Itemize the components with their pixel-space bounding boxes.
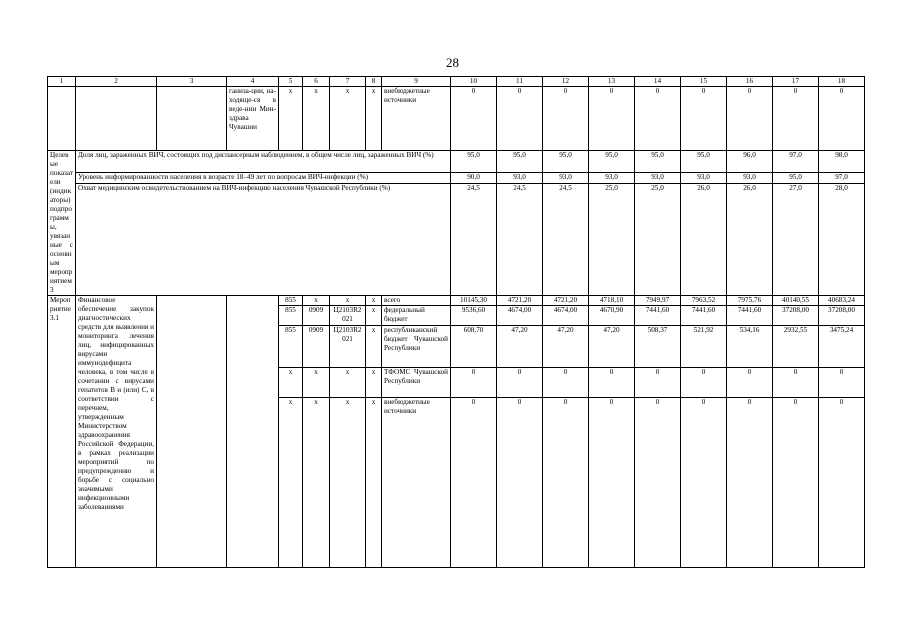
value-cell: 93,0 [497, 173, 543, 183]
value-cell: 0 [681, 87, 727, 151]
funding-source: внебюджетные источники [382, 87, 451, 151]
code-cell: x [279, 368, 303, 398]
value-cell: 93,0 [589, 173, 635, 183]
code-cell: 855 [279, 306, 303, 326]
value-cell: 37208,00 [773, 306, 819, 326]
page-number: 28 [446, 55, 459, 70]
code-cell: x [330, 296, 366, 306]
value-cell: 0 [543, 87, 589, 151]
indicator-text: Охват медицинским освидетельствованием на ВИЧ-инфекцию населения Чувашской Республики (%) [76, 183, 451, 295]
value-cell: 96,0 [727, 151, 773, 173]
value-cell: 7441,60 [635, 306, 681, 326]
value-cell: 0 [819, 398, 865, 568]
targets-label: Целевые показатели (индикаторы) подпрограммы, увязанные с основным мероприятием 3 [48, 151, 76, 296]
value-cell: 25,0 [635, 183, 681, 295]
value-cell: 47,20 [589, 326, 635, 368]
code-cell: x [279, 398, 303, 568]
funding-source: федеральный бюджет [382, 306, 451, 326]
value-cell: 95,0 [773, 173, 819, 183]
value-cell: 47,20 [543, 326, 589, 368]
measure-label: Мероприятие 3.1 [48, 296, 76, 568]
value-cell: 93,0 [727, 173, 773, 183]
value-cell: 7441,60 [681, 306, 727, 326]
empty-cell [227, 296, 279, 568]
empty-cell [157, 296, 227, 568]
funding-source: республиканский бюджет Чувашской Республики [382, 326, 451, 368]
value-cell: 0 [497, 398, 543, 568]
value-cell: 0 [451, 87, 497, 151]
column-number: 5 [279, 77, 303, 87]
program-table [47, 76, 865, 568]
value-cell: 10145,30 [451, 296, 497, 306]
measure-row [48, 296, 865, 306]
value-cell: 27,0 [773, 183, 819, 295]
value-cell: 0 [819, 87, 865, 151]
code-cell: Ц2103R2 021 [330, 306, 366, 326]
value-cell: 93,0 [543, 173, 589, 183]
target-row [48, 183, 865, 295]
value-cell: 97,0 [819, 173, 865, 183]
value-cell: 95,0 [589, 151, 635, 173]
column-number: 14 [635, 77, 681, 87]
value-cell: 4670,90 [589, 306, 635, 326]
code-cell: x [303, 398, 330, 568]
value-cell: 0 [589, 368, 635, 398]
value-cell: 95,0 [681, 151, 727, 173]
value-cell: 608,70 [451, 326, 497, 368]
column-number: 8 [366, 77, 382, 87]
indicator-text: Уровень информированности населения в возрасте 18–49 лет по вопросам ВИЧ-инфекции (%) [76, 173, 451, 183]
value-cell: 0 [543, 368, 589, 398]
responsible-cell: ганиза-ции, на-ходяще-ся в веде-нии Мин-здрава Чувашии [227, 87, 279, 151]
value-cell: 0 [543, 398, 589, 568]
column-number: 15 [681, 77, 727, 87]
value-cell: 0 [773, 398, 819, 568]
code-cell: x [330, 398, 366, 568]
column-number: 9 [382, 77, 451, 87]
value-cell: 26,0 [681, 183, 727, 295]
target-row [48, 173, 865, 183]
value-cell: 0 [773, 368, 819, 398]
value-cell: 40140,55 [773, 296, 819, 306]
column-number: 11 [497, 77, 543, 87]
column-number: 3 [157, 77, 227, 87]
code-cell: 0909 [303, 306, 330, 326]
value-cell: 95,0 [451, 151, 497, 173]
column-number: 10 [451, 77, 497, 87]
value-cell: 9536,60 [451, 306, 497, 326]
value-cell: 25,0 [589, 183, 635, 295]
code-cell: x [303, 296, 330, 306]
value-cell: 0 [635, 87, 681, 151]
column-number: 7 [330, 77, 366, 87]
value-cell: 0 [727, 87, 773, 151]
value-cell: 26,0 [727, 183, 773, 295]
code-cell: x [366, 296, 382, 306]
measure-description: Финансовое обеспечение закупок диагностических средств для выявления и мониторинга лечения лиц, инфицированных вирусами иммунодефицита человека, в том числе в сочетании с вирусами гепатитов B и (или) C, в соответствии с перечнем, утвержденным Министерством здравоохранения Российской Федерации, в рамках реализации мероприятий по предупреждению и борьбе с социально значимыми инфекционными заболеваниями [76, 296, 157, 568]
value-cell: 4721,20 [497, 296, 543, 306]
value-cell: 95,0 [635, 151, 681, 173]
value-cell: 24,5 [543, 183, 589, 295]
column-number: 16 [727, 77, 773, 87]
value-cell: 3475,24 [819, 326, 865, 368]
value-cell: 7441,60 [727, 306, 773, 326]
value-cell: 93,0 [635, 173, 681, 183]
value-cell: 0 [819, 368, 865, 398]
value-cell: 534,16 [727, 326, 773, 368]
value-cell: 0 [451, 368, 497, 398]
column-number: 18 [819, 77, 865, 87]
value-cell: 7949,97 [635, 296, 681, 306]
value-cell: 0 [497, 87, 543, 151]
value-cell: 37208,00 [819, 306, 865, 326]
funding-source: ТФОМС Чувашской Республики [382, 368, 451, 398]
value-cell: 0 [451, 398, 497, 568]
value-cell: 0 [589, 398, 635, 568]
value-cell: 0 [727, 398, 773, 568]
value-cell: 7975,76 [727, 296, 773, 306]
code-cell: 0909 [303, 326, 330, 368]
code-cell: x [366, 326, 382, 368]
column-number-row [48, 77, 865, 87]
target-row [48, 151, 865, 173]
funding-source: всего [382, 296, 451, 306]
value-cell: 28,0 [819, 183, 865, 295]
column-number: 4 [227, 77, 279, 87]
value-cell: 24,5 [451, 183, 497, 295]
value-cell: 24,5 [497, 183, 543, 295]
value-cell: 4718,10 [589, 296, 635, 306]
code-cell: x [366, 398, 382, 568]
indicator-text: Доля лиц, зараженных ВИЧ, состоящих под диспансерным наблюдением, в общем числе лиц, зараженных ВИЧ (%) [76, 151, 451, 173]
value-cell: 4674,00 [543, 306, 589, 326]
code-cell: 855 [279, 296, 303, 306]
value-cell: 0 [635, 368, 681, 398]
value-cell: 2932,55 [773, 326, 819, 368]
column-number: 1 [48, 77, 76, 87]
value-cell: 0 [497, 368, 543, 398]
funding-source: внебюджетные источники [382, 398, 451, 568]
value-cell: 47,20 [497, 326, 543, 368]
value-cell: 98,0 [819, 151, 865, 173]
table-row: ганиза-ции, на-ходяще-ся в веде-нии Мин-здрава Чувашии x x x x внебюджетные источники 0 0 0 0 0 0 0 0 0 [48, 87, 865, 151]
value-cell: 508,37 [635, 326, 681, 368]
column-number: 13 [589, 77, 635, 87]
value-cell: 521,92 [681, 326, 727, 368]
value-cell: 4721,20 [543, 296, 589, 306]
value-cell: 95,0 [497, 151, 543, 173]
value-cell: 0 [589, 87, 635, 151]
column-number: 6 [303, 77, 330, 87]
value-cell: 4674,00 [497, 306, 543, 326]
value-cell: 93,0 [681, 173, 727, 183]
code-cell: x [366, 368, 382, 398]
value-cell: 90,0 [451, 173, 497, 183]
value-cell: 0 [681, 398, 727, 568]
code-cell: x [303, 368, 330, 398]
column-number: 12 [543, 77, 589, 87]
code-cell: x [366, 306, 382, 326]
value-cell: 40683,24 [819, 296, 865, 306]
value-cell: 97,0 [773, 151, 819, 173]
code-cell: Ц2103R2 021 [330, 326, 366, 368]
code-cell: x [330, 368, 366, 398]
value-cell: 0 [773, 87, 819, 151]
value-cell: 0 [727, 368, 773, 398]
value-cell: 0 [635, 398, 681, 568]
value-cell: 95,0 [543, 151, 589, 173]
value-cell: 7963,52 [681, 296, 727, 306]
column-number: 2 [76, 77, 157, 87]
column-number: 17 [773, 77, 819, 87]
code-cell: 855 [279, 326, 303, 368]
value-cell: 0 [681, 368, 727, 398]
